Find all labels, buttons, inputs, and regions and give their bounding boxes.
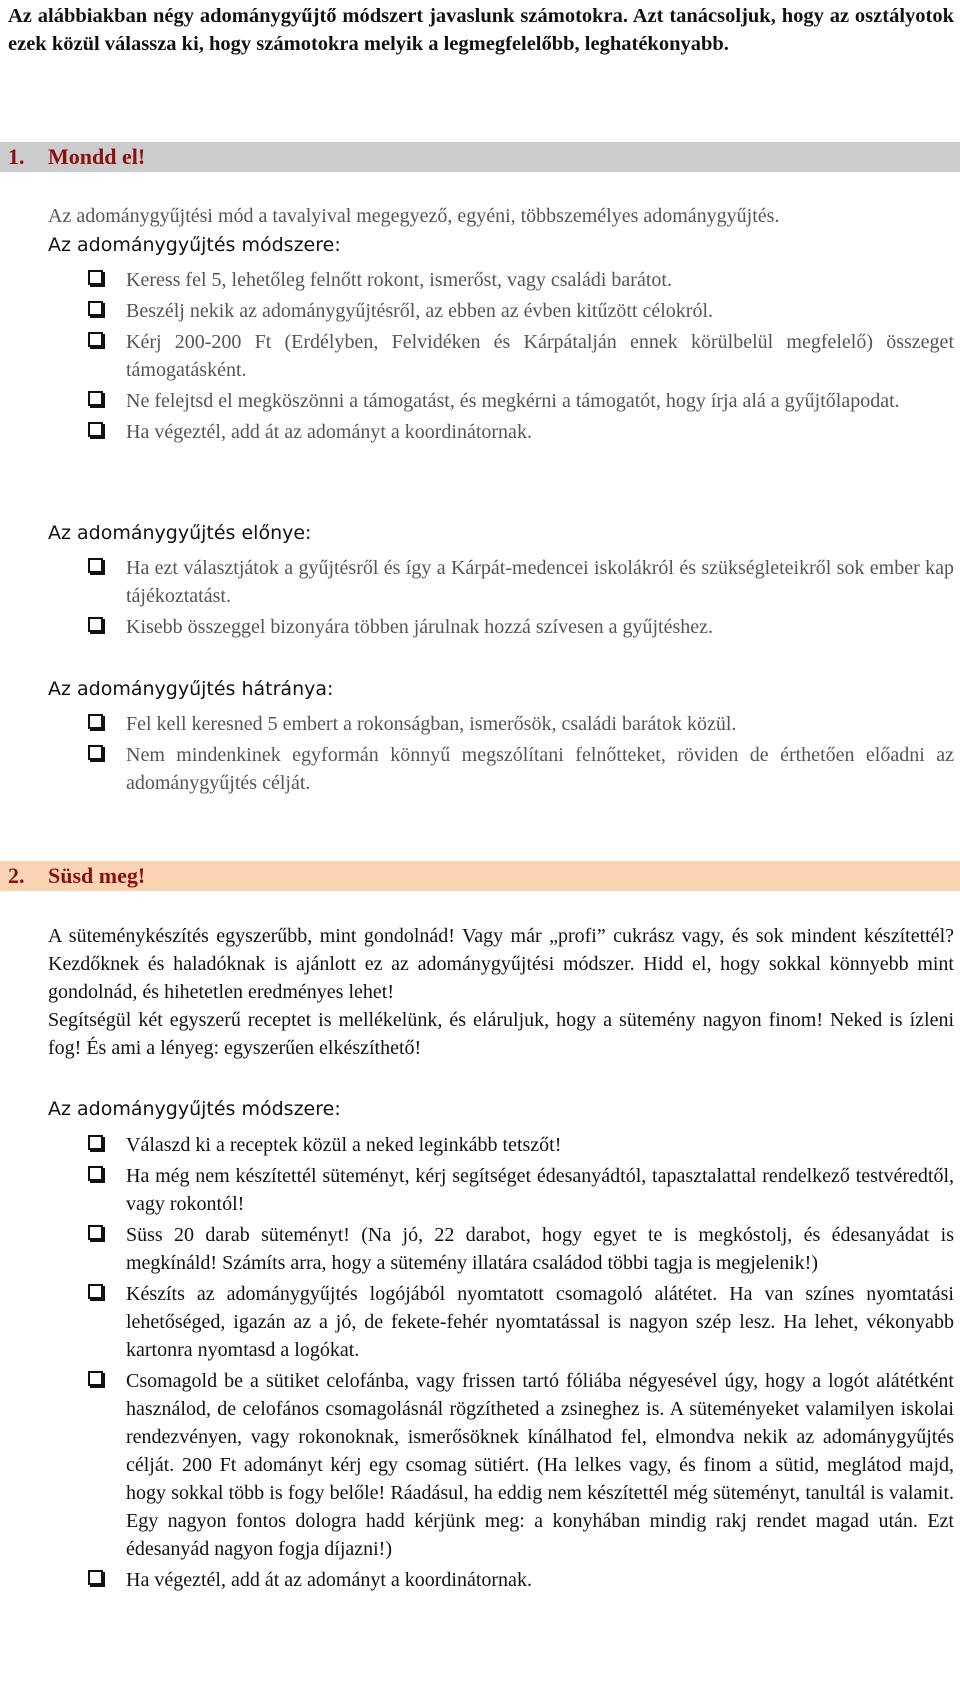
list-item: Kisebb összeggel bizonyára többen járulnak hozzá szívesen a gyűjtéshez.: [86, 613, 954, 641]
checkbox-bullet-icon: [88, 558, 103, 573]
list-item: Kérj 200-200 Ft (Erdélyben, Felvidéken és Kárpátalján ennek körülbelül megfelelő) összeget támogatásként.: [86, 328, 954, 384]
list-item: Készíts az adománygyűjtés logójából nyomtatott csomagoló alátétet. Ha van színes nyomtatási lehetőséged, igazán az a jó, de fekete-fehér nyomtatással is nagyon szép lesz. Ha lehet, vékonyabb kartonra nyomtasd a logókat.: [86, 1280, 954, 1364]
list-item: Beszélj nekik az adománygyűjtésről, az ebben az évben kitűzött célokról.: [86, 297, 954, 325]
section-1-disadvantage-list: [86, 710, 954, 800]
checkbox-bullet-icon: [88, 332, 103, 347]
checkbox-bullet-icon: [88, 270, 103, 285]
checkbox-bullet-icon: [88, 1284, 103, 1299]
checkbox-bullet-icon: [88, 745, 103, 760]
section-1-advantage-heading: Az adománygyűjtés előnye:: [48, 522, 312, 544]
checkbox-bullet-icon: [88, 391, 103, 406]
list-item: Ha végeztél, add át az adományt a koordinátornak.: [86, 1566, 954, 1594]
intro-paragraph: Az alábbiakban négy adománygyűjtő módszert javaslunk számotokra. Azt tanácsoljuk, hogy az osztályotok ezek közül válassza ki, hogy számotokra melyik a legmegfelelőbb, leghatékonyabb.: [8, 5, 954, 55]
section-2-paragraph-1: A süteménykészítés egyszerűbb, mint gondolnád! Vagy már „profi” cukrász vagy, és sok mindent készítettél? Kezdőknek és haladóknak is ajánlott ez az adománygyűjtési módszer. Hidd el, hogy sokkal könnyebb mint gondolnád, és hihetetlen eredményes lehet!: [48, 925, 954, 1003]
section-2-paragraph-2: Segítségül két egyszerű receptet is mellékelünk, és eláruljuk, hogy a sütemény nagyon finom! Neked is ízleni fog! És ami a lényeg: egyszerűen elkészíthető!: [48, 1009, 954, 1059]
list-item: Ha végeztél, add át az adományt a koordinátornak.: [86, 418, 954, 446]
list-item: Ne felejtsd el megköszönni a támogatást, és megkérni a támogatót, hogy írja alá a gyűjtőlapodat.: [86, 387, 954, 415]
list-item: Csomagold be a sütiket celofánba, vagy frissen tartó fóliába négyesével úgy, hogy a logót alátétként használod, de celofános csomagolásnál rögzítheted a zsineghez is. A süteményeket valamilyen iskolai rendezvényen, vagy rokonoknak, ismerősöknek kínálhatod fel, elmondva nekik az adománygyűjtés célját. 200 Ft adományt kérj egy csomag sütiért. (Ha lelkes vagy, és finom a sütid, meglátod majd, hogy sokkal több is fogy belőle! Ráadásul, ha eddig nem készítettél még süteményt, tanultál is valamit. Egy nagyon fontos dologra hadd kérjünk meg: a konyhában mindig rakj rendet magad után. Ezt édesanyád nagyon fogja díjazni!): [86, 1367, 954, 1563]
section-2-header: [0, 861, 960, 891]
section-1-description: Az adománygyűjtési mód a tavalyival megegyező, egyéni, többszemélyes adománygyűjtés.: [48, 205, 780, 227]
checkbox-bullet-icon: [88, 301, 103, 316]
list-item: Válaszd ki a receptek közül a neked leginkább tetszőt!: [86, 1131, 954, 1159]
section-1-disadvantage-heading: Az adománygyűjtés hátránya:: [48, 678, 334, 700]
checkbox-bullet-icon: [88, 1570, 103, 1585]
section-2-number: 2.: [8, 863, 25, 888]
section-1-method-heading: Az adománygyűjtés módszere:: [48, 234, 341, 256]
checkbox-bullet-icon: [88, 617, 103, 632]
checkbox-bullet-icon: [88, 1371, 103, 1386]
section-2-title: Süsd meg!: [48, 863, 146, 888]
section-1-number: 1.: [8, 144, 25, 169]
checkbox-bullet-icon: [88, 422, 103, 437]
list-item: Fel kell keresned 5 embert a rokonságban, ismerősök, családi barátok közül.: [86, 710, 954, 738]
section-2-method-list: [86, 1131, 954, 1597]
section-1-advantage-list: [86, 554, 954, 644]
section-2-method-heading: Az adománygyűjtés módszere:: [48, 1098, 341, 1120]
list-item: Nem mindenkinek egyformán könnyű megszólítani felnőtteket, röviden de érthetően előadni az adománygyűjtés célját.: [86, 741, 954, 797]
list-item: Keress fel 5, lehetőleg felnőtt rokont, ismerőst, vagy családi barátot.: [86, 266, 954, 294]
section-1-header: [0, 142, 960, 172]
checkbox-bullet-icon: [88, 1166, 103, 1181]
checkbox-bullet-icon: [88, 714, 103, 729]
checkbox-bullet-icon: [88, 1225, 103, 1240]
section-1-method-list: [86, 266, 954, 449]
list-item: Ha még nem készítettél süteményt, kérj segítséget édesanyádtól, tapasztalattal rendelkező testvéredtől, vagy rokontól!: [86, 1162, 954, 1218]
list-item: Ha ezt választjátok a gyűjtésről és így a Kárpát-medencei iskolákról és szükségleteikről sok ember kap tájékoztatást.: [86, 554, 954, 610]
section-1-title: Mondd el!: [48, 144, 146, 169]
checkbox-bullet-icon: [88, 1135, 103, 1150]
list-item: Süss 20 darab süteményt! (Na jó, 22 darabot, hogy egyet te is megkóstolj, és édesanyádat is megkínáld! Számíts arra, hogy a sütemény illatára családod többi tagja is megjelenik!): [86, 1221, 954, 1277]
